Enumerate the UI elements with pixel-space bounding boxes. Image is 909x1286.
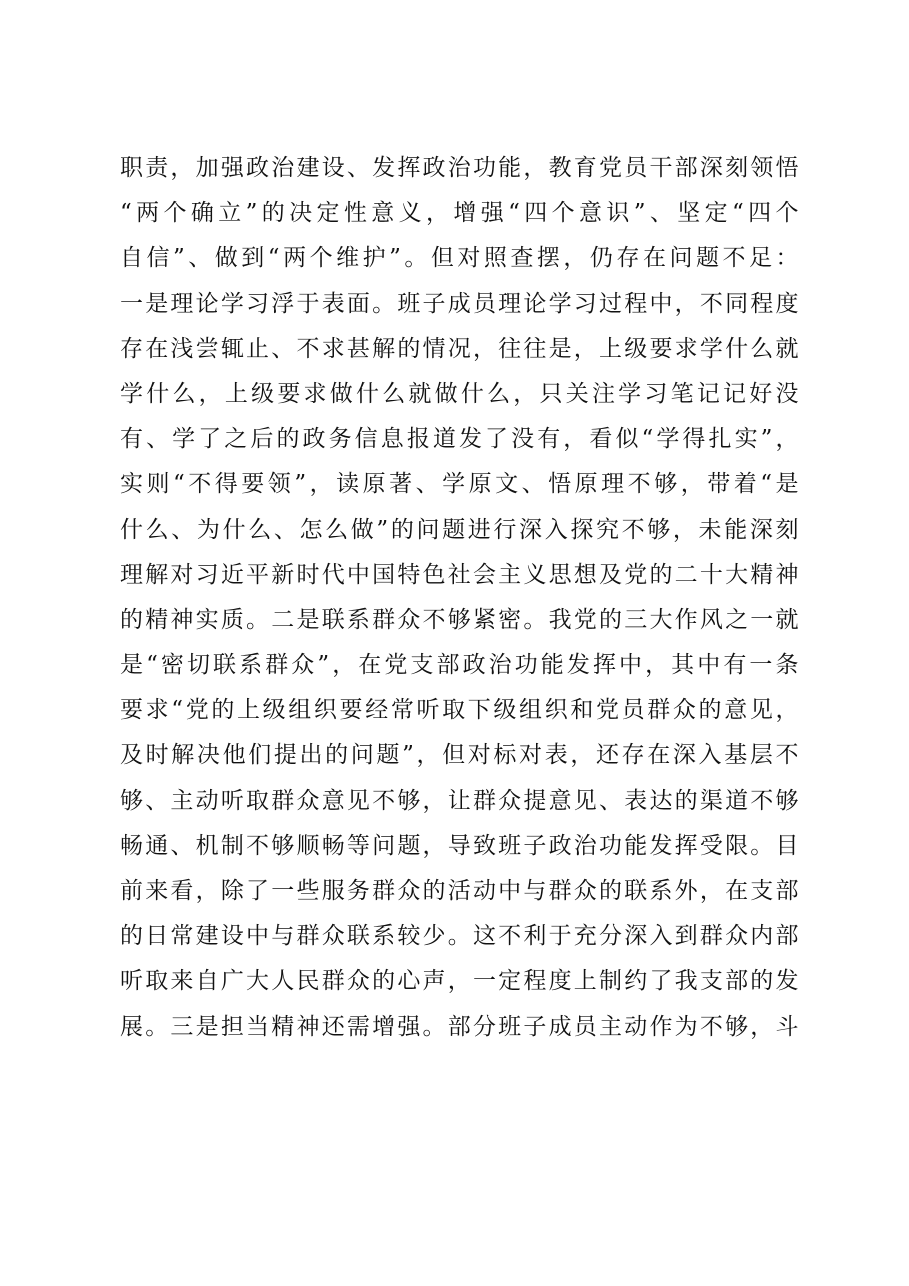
text-line: 要求“党的上级组织要经常听取下级组织和党员群众的意见， bbox=[120, 697, 800, 724]
text-line: “两个确立”的决定性意义，增强“四个意识”、坚定“四个 bbox=[120, 200, 800, 227]
text-line: 存在浅尝辄止、不求甚解的情况，往往是，上级要求学什么就 bbox=[120, 335, 800, 362]
text-line: 什么、为什么、怎么做”的问题进行深入探究不够，未能深刻 bbox=[120, 516, 800, 543]
text-line: 展。三是担当精神还需增强。部分班子成员主动作为不够，斗 bbox=[120, 1013, 800, 1040]
text-line: 前来看，除了一些服务群众的活动中与群众的联系外，在支部 bbox=[120, 878, 800, 904]
text-line: 是“密切联系群众”，在党支部政治功能发挥中，其中有一条 bbox=[120, 652, 800, 679]
text-line: 理解对习近平新时代中国特色社会主义思想及党的二十大精神 bbox=[120, 561, 800, 588]
text-line: 的精神实质。二是联系群众不够紧密。我党的三大作风之一就 bbox=[120, 606, 800, 633]
text-line: 够、主动听取群众意见不够，让群众提意见、表达的渠道不够 bbox=[120, 787, 800, 814]
text-line: 畅通、机制不够顺畅等问题，导致班子政治功能发挥受限。目 bbox=[120, 832, 800, 859]
text-line: 听取来自广大人民群众的心声，一定程度上制约了我支部的发 bbox=[120, 968, 800, 995]
text-line: 一是理论学习浮于表面。班子成员理论学习过程中，不同程度 bbox=[120, 290, 800, 317]
text-line: 及时解决他们提出的问题”，但对标对表，还存在深入基层不 bbox=[120, 742, 800, 769]
body-text bbox=[120, 146, 800, 1050]
text-line: 职责，加强政治建设、发挥政治功能，教育党员干部深刻领悟 bbox=[120, 155, 800, 181]
text-line: 的日常建设中与群众联系较少。这不利于充分深入到群众内部 bbox=[120, 923, 800, 950]
text-line: 学什么，上级要求做什么就做什么，只关注学习笔记记好没 bbox=[120, 380, 800, 407]
text-line: 有、学了之后的政务信息报道发了没有，看似“学得扎实”， bbox=[120, 426, 800, 453]
text-line: 实则“不得要领”，读原著、学原文、悟原理不够，带着“是 bbox=[120, 471, 800, 498]
text-line: 自信”、做到“两个维护”。但对照查摆，仍存在问题不足： bbox=[120, 245, 800, 272]
